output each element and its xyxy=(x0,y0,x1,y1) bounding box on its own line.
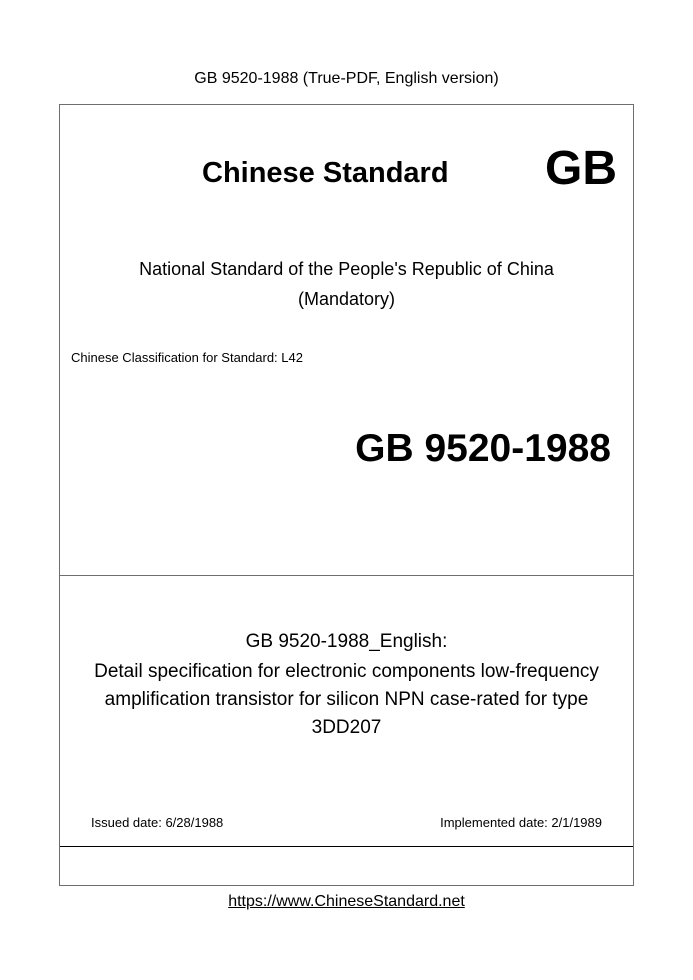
cover-heading: Chinese Standard xyxy=(202,157,449,189)
national-standard-line: National Standard of the People's Republic of China xyxy=(139,259,554,279)
title-line-3: amplification transistor for silicon NPN case-rated for type xyxy=(104,689,589,710)
footer xyxy=(0,893,693,911)
website-link[interactable]: https://www.ChineseStandard.net xyxy=(228,893,465,910)
classification-text: Chinese Classification for Standard: L42 xyxy=(71,350,303,365)
mandatory-line: (Mandatory) xyxy=(297,289,396,309)
standard-number: GB 9520-1988 xyxy=(355,427,611,470)
title-line-2: Detail specification for electronic components low-frequency xyxy=(94,661,599,682)
cover-bottom-section xyxy=(60,847,633,885)
title-line-1: GB 9520-1988_English: xyxy=(245,631,448,652)
title-line-4: 3DD207 xyxy=(311,717,382,738)
cover-frame xyxy=(59,104,634,886)
gb-mark: GB xyxy=(545,142,617,195)
issued-date: Issued date: 6/28/1988 xyxy=(91,815,224,830)
document-header: GB 9520-1988 (True-PDF, English version) xyxy=(194,70,499,87)
cover-top-section xyxy=(60,105,633,576)
implemented-date: Implemented date: 2/1/1989 xyxy=(440,815,602,830)
cover-title-section xyxy=(60,576,633,847)
